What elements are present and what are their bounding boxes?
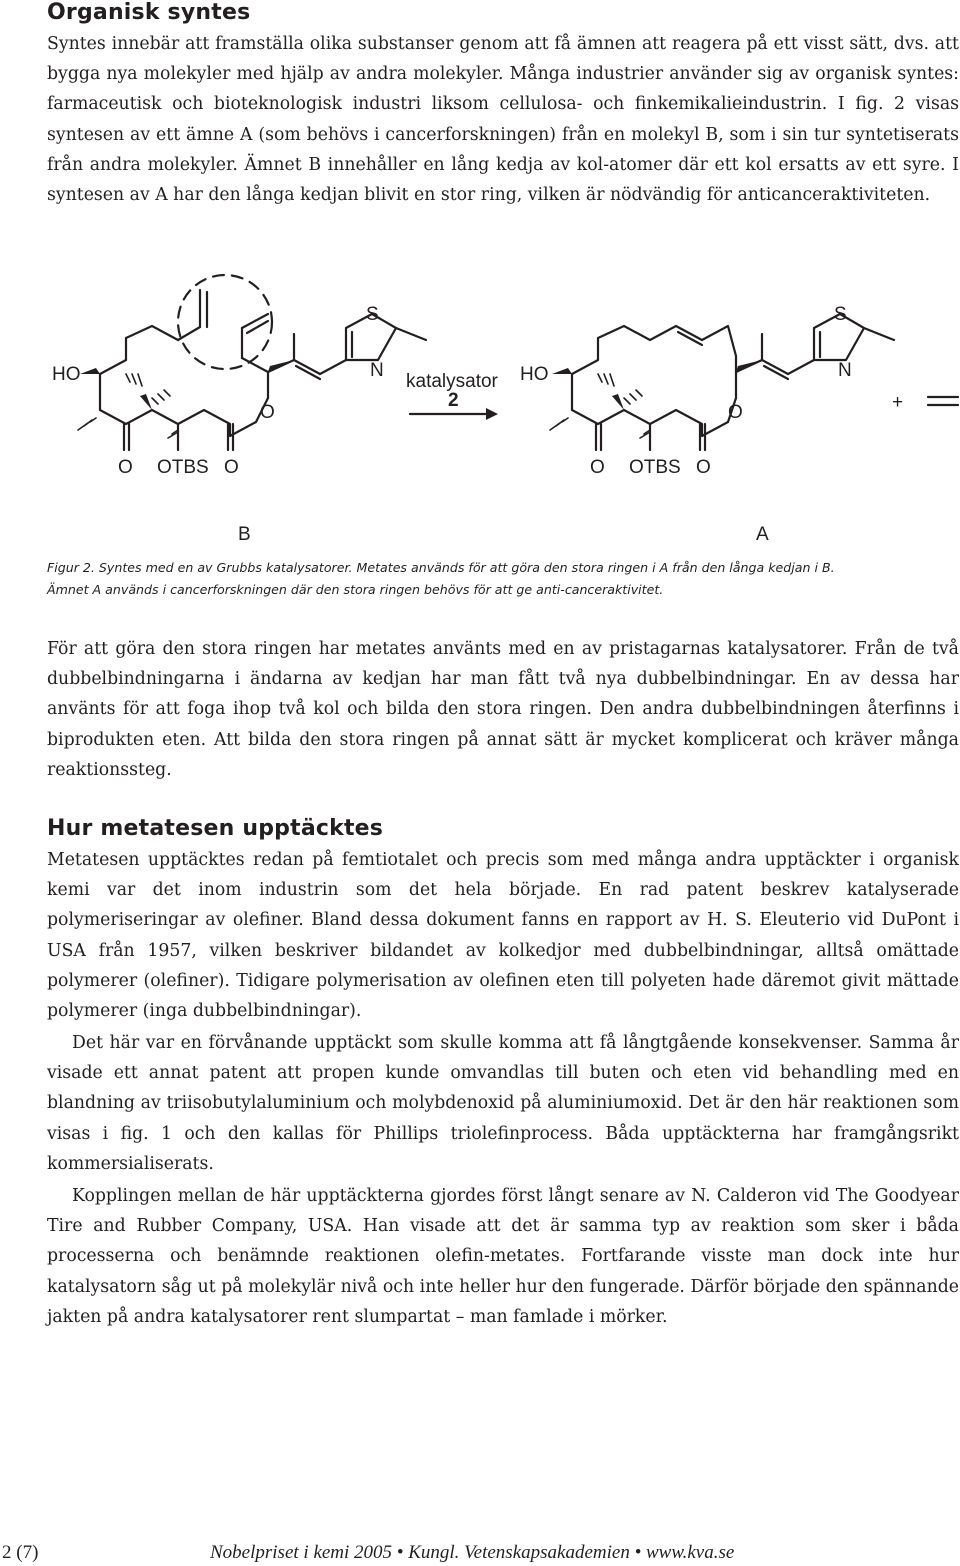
a-carbonyl-o1-label: O [590, 457, 605, 478]
discovery-paragraph-3: Kopplingen mellan de här upptäckterna gjordes först långt senare av N. Calderon vid The Goodyear Tire and Rubber Company, USA. Han visade att det är samma typ av reaktion som sker i båda processerna och benämnde reaktionen olefin-metates. Fortfarande visste man dock inte hur katalysatorn såg ut på molekylär nivå och inte heller hur den fungerade. Därför började den spännande jakten på andra katalysatorer rent slumpartat – man famlade i mörker. [47, 1186, 959, 1327]
b-molecule-label: B [238, 524, 251, 545]
b-otbs-label: OTBS [157, 457, 209, 478]
reaction-scheme-svg [0, 270, 960, 545]
page-number: 2 (7) [2, 1542, 39, 1563]
b-n-label: N [370, 360, 384, 381]
section-heading-hur-metatesen-upptacktes: Hur metatesen upptäcktes [47, 816, 384, 841]
b-ring-o-label: O [260, 402, 275, 423]
a-n-label: N [838, 360, 852, 381]
catalyst-label: katalysator [406, 371, 498, 392]
a-ring-o-label: O [728, 402, 743, 423]
footer-credit: Nobelpriset i kemi 2005 • Kungl. Vetenskapsakademien • www.kva.se [210, 1542, 735, 1563]
intro-paragraph: Syntes innebär att framställa olika substanser genom att få ämnen att reagera på ett visst sätt, dvs. att bygga nya molekyler med hjälp av andra molekyler. Många industrier använder sig av organisk syntes: farmaceutisk och bioteknologisk industri liksom cellulosa- och finkemikalieindustrin. I fig. 2 visas syntesen av ett ämne A (som behövs i cancerforskningen) från en molekyl B, som i sin tur syntetiserats från andra molekyler. Ämnet B innehåller en lång kedja av kol-atomer där ett kol ersatts av ett syre. I syntesen av A har den långa kedjan blivit en stor ring, vilken är nödvändig för anticanceraktiviteten. [47, 34, 959, 206]
b-s-label: S [366, 304, 379, 325]
molecule-a-structure [572, 314, 894, 450]
plus-sign: + [892, 392, 904, 413]
b-carbonyl-o1-label: O [118, 457, 133, 478]
section-heading-organisk-syntes: Organisk syntes [47, 0, 251, 25]
a-s-label: S [834, 304, 847, 325]
a-otbs-label: OTBS [629, 457, 681, 478]
figure-caption-line-2: Ämnet A används i cancerforskningen där den stora ringen behövs för att ge anti-canceraktivitet. [47, 582, 664, 597]
discovery-paragraph-1: Metatesen upptäcktes redan på femtiotalet och precis som med många andra upptäckter i organisk kemi var det inom industrin som det hela började. En rad patent beskrev katalyserade polymeriseringar av olefiner. Bland dessa dokument fanns en rapport av H. S. Eleuterio vid DuPont i USA från 1957, vilken beskriver bildandet av kolkedjor med dubbelbindningar, alltså omättade polymerer (olefiner). Tidigare polymerisation av olefinen eten till polyeten hade däremot givit mättade polymerer (inga dubbelbindningar). [47, 850, 959, 1022]
metathesis-ring-paragraph: För att göra den stora ringen har metates använts med en av pristagarnas katalysatorer. Från de två dubbelbindningarna i ändarna av kedjan har man fått två nya dubbelbindningar. En av dessa har använts för att foga ihop två kol och bilda den stora ringen. Den andra dubbelbindningen återfinns i biprodukten eten. Att bilda den stora ringen på annat sätt är mycket komplicerat och kräver många reaktionssteg. [47, 639, 959, 780]
a-carbonyl-o2-label: O [696, 457, 711, 478]
figure-2-synthesis-scheme [0, 270, 960, 545]
a-molecule-label: A [756, 524, 769, 545]
b-carbonyl-o2-label: O [224, 457, 239, 478]
a-ho-label: HO [520, 364, 549, 385]
b-ho-label: HO [52, 364, 81, 385]
figure-caption-line-1: Figur 2. Syntes med en av Grubbs katalysatorer. Metates används för att göra den stora ringen i A från den långa kedjan i B. [47, 560, 835, 575]
catalyst-number: 2 [448, 390, 459, 411]
discovery-paragraph-2: Det här var en förvånande upptäckt som skulle komma att få långtgående konsekvenser. Samma år visade ett annat patent att propen kunde omvandlas till buten och eten vid behandling med en blandning av triisobutylaluminium och molybdenoxid på aluminiumoxid. Det är den här reaktionen som visas i fig. 1 och den kallas för Phillips triolefinprocess. Båda upptäckterna har framgångsrikt kommersialiserats. [47, 1033, 959, 1174]
dashed-highlight-circle [178, 275, 272, 369]
